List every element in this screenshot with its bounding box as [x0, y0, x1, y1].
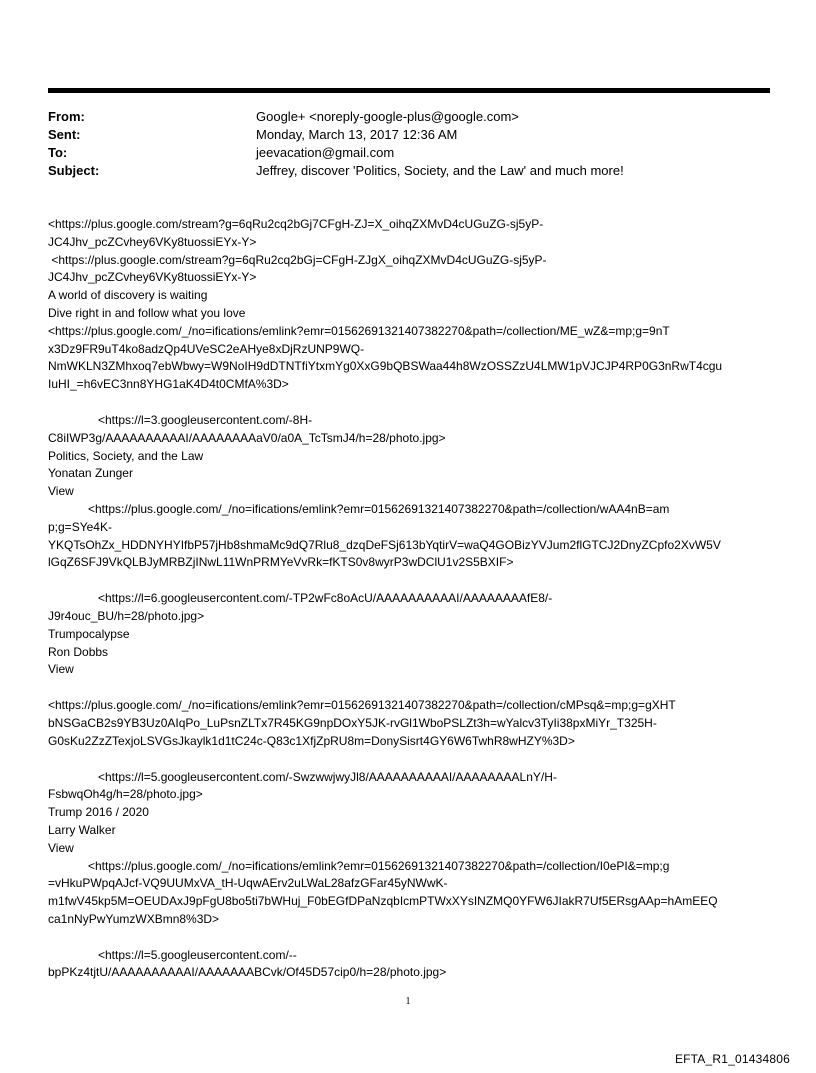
collection-link-2-cont[interactable]: YKQTsOhZx_HDDNYHYIfbP57jHb8shmaMc9dQ7Rlu8_dzqDeFSj613bYqtirV=waQ4GOBizYVJum2flGTCJ2DnyZCpfo2XvW5V	[48, 537, 721, 552]
stream-link[interactable]: <https://plus.google.com/stream?g=6qRu2cq2bGj7CFgH-ZJ=X_oihqZXMvD4cUGuZG-sj5yP-	[48, 217, 544, 231]
view-label-3: View	[48, 840, 74, 855]
to-row	[48, 144, 770, 162]
spacer	[48, 572, 770, 590]
collection-link-2-cont[interactable]: p;g=SYe4K-	[48, 519, 112, 534]
collection-link-4-cont[interactable]: ca1nNyPwYumzWXBmn8%3D>	[48, 911, 220, 926]
photo-link-1[interactable]: <https://l=3.googleusercontent.com/-8H-	[98, 412, 313, 427]
collection-link-4-cont[interactable]: =vHkuPWpqAJcf-VQ9UUMxVA_tH-UqwAErv2uLWaL28afzGFar45yNWwK-	[48, 876, 448, 891]
collection-title-1: Politics, Society, and the Law	[48, 448, 204, 463]
photo-link-3[interactable]: <https://l=5.googleusercontent.com/-SwzwwjwyJl8/AAAAAAAAAAI/AAAAAAAALnY/H-	[98, 769, 557, 784]
collection-link-2[interactable]: <https://plus.google.com/_/no=ifications/emlink?emr=01562691321407382270&path=/collection/wAA4nB=am	[88, 501, 670, 516]
from-label: From:	[48, 109, 85, 124]
stream-link-2-cont[interactable]: JC4Jhv_pcZCvhey6VKy8tuossiEYx-Y>	[48, 270, 257, 285]
collection-link-1-cont[interactable]: x3Dz9FR9uT4ko8adzQp4UVeSC2eAHye8xDjRzUNP9WQ-	[48, 341, 365, 356]
document-id: EFTA_R1_01434806	[674, 1052, 790, 1066]
collection-author-1: Yonatan Zunger	[48, 466, 133, 481]
collection-link-3-cont[interactable]: G0sKu2ZzZTexjoLSVGsJkaylk1d1tC24c-Q83c1XfjZpRU8m=DonySisrt4GY6W6TwhR8wHZY%3D>	[48, 733, 575, 748]
spacer	[48, 929, 770, 947]
view-label-2: View	[48, 662, 74, 677]
subject-value: Jeffrey, discover 'Politics, Society, and the Law' and much more!	[256, 163, 624, 178]
collection-link-1-cont[interactable]: NmWKLN3ZMhxoq7ebWbwy=W9NoIH9dDTNTfiYtxmYg0XxG9bQBSWaa44h8WzOSSZzU4LMW1pVJCJP4RP0G3nRwT4cgu	[48, 359, 723, 374]
collection-link-1[interactable]: <https://plus.google.com/_/no=ifications/emlink?emr=01562691321407382270&path=/collection/ME_wZ&=mp;g=9nT	[48, 323, 670, 338]
collection-title-3: Trump 2016 / 2020	[48, 805, 149, 820]
photo-link-4-cont[interactable]: bpPKz4tjtU/AAAAAAAAAAI/AAAAAAABCvk/Of45D57cip0/h=28/photo.jpg>	[48, 965, 447, 980]
email-header	[48, 108, 770, 180]
email-body	[48, 216, 770, 982]
collection-author-2: Ron Dobbs	[48, 644, 109, 659]
from-value: Google+ <noreply-google-plus@google.com>	[256, 109, 519, 124]
collection-link-4-cont[interactable]: m1fwV45kp5M=OEUDAxJ9pFgU8bo5ti7bWHuj_F0bEGfDPaNzqbIcmPTWxXYsINZMQ0YFW6JIakR7Uf5ERsgAAp=hAmEEQ	[48, 894, 718, 909]
collection-link-4[interactable]: <https://plus.google.com/_/no=ifications/emlink?emr=01562691321407382270&path=/collection/I0ePI&=mp;g	[88, 858, 670, 873]
collection-link-3-cont[interactable]: bNSGaCB2s9YB3Uz0AIqPo_LuPsnZLTx7R45KG9npDOxY5JK-rvGl1WboPSLZt3h=wYalcv3TyIi38pxMiYr_T325H-	[48, 715, 657, 730]
spacer	[48, 751, 770, 769]
sent-value: Monday, March 13, 2017 12:36 AM	[256, 127, 458, 142]
spacer	[48, 394, 770, 412]
sent-row	[48, 126, 770, 144]
spacer	[48, 679, 770, 697]
stream-link-2[interactable]: <https://plus.google.com/stream?g=6qRu2cq2bGj=CFgH-ZJgX_oihqZXMvD4cUGuZG-sj5yP-	[48, 252, 547, 267]
collection-title-2: Trumpocalypse	[48, 626, 130, 641]
photo-link-1-cont[interactable]: C8iIWP3g/AAAAAAAAAAI/AAAAAAAAaV0/a0A_TcTsmJ4/h=28/photo.jpg>	[48, 430, 446, 445]
subject-label: Subject:	[48, 163, 100, 178]
photo-link-2-cont[interactable]: J9r4ouc_BU/h=28/photo.jpg>	[48, 608, 205, 623]
collection-link-3[interactable]: <https://plus.google.com/_/no=ifications/emlink?emr=01562691321407382270&path=/collection/cMPsq&=mp;g=gXHT	[48, 698, 676, 713]
stream-link-cont[interactable]: JC4Jhv_pcZCvhey6VKy8tuossiEYx-Y>	[48, 234, 257, 249]
collection-link-2-cont[interactable]: lGqZ6SFJ9VkQLBJyMRBZjINwL11WnPRMYeVvRk=fKTS0v8wyrP3wDClU1v2S5BXIF>	[48, 555, 514, 570]
to-label: To:	[48, 145, 68, 160]
to-value: jeevacation@gmail.com	[256, 145, 395, 160]
photo-link-4[interactable]: <https://l=5.googleusercontent.com/--	[98, 947, 297, 962]
photo-link-2[interactable]: <https://l=6.googleusercontent.com/-TP2wFc8oAcU/AAAAAAAAAAI/AAAAAAAAfE8/-	[98, 591, 553, 606]
subheadline: Dive right in and follow what you love	[48, 305, 246, 320]
page-number: 1	[405, 996, 411, 1007]
header-rule	[48, 88, 770, 93]
from-row	[48, 108, 770, 126]
view-label-1: View	[48, 484, 74, 499]
sent-label: Sent:	[48, 127, 81, 142]
collection-author-3: Larry Walker	[48, 822, 116, 837]
subject-row	[48, 162, 770, 180]
photo-link-3-cont[interactable]: FsbwqOh4g/h=28/photo.jpg>	[48, 787, 203, 802]
headline: A world of discovery is waiting	[48, 288, 208, 303]
collection-link-1-cont[interactable]: IuHI_=h6vEC3nn8YHG1aK4D4t0CMfA%3D>	[48, 377, 289, 392]
